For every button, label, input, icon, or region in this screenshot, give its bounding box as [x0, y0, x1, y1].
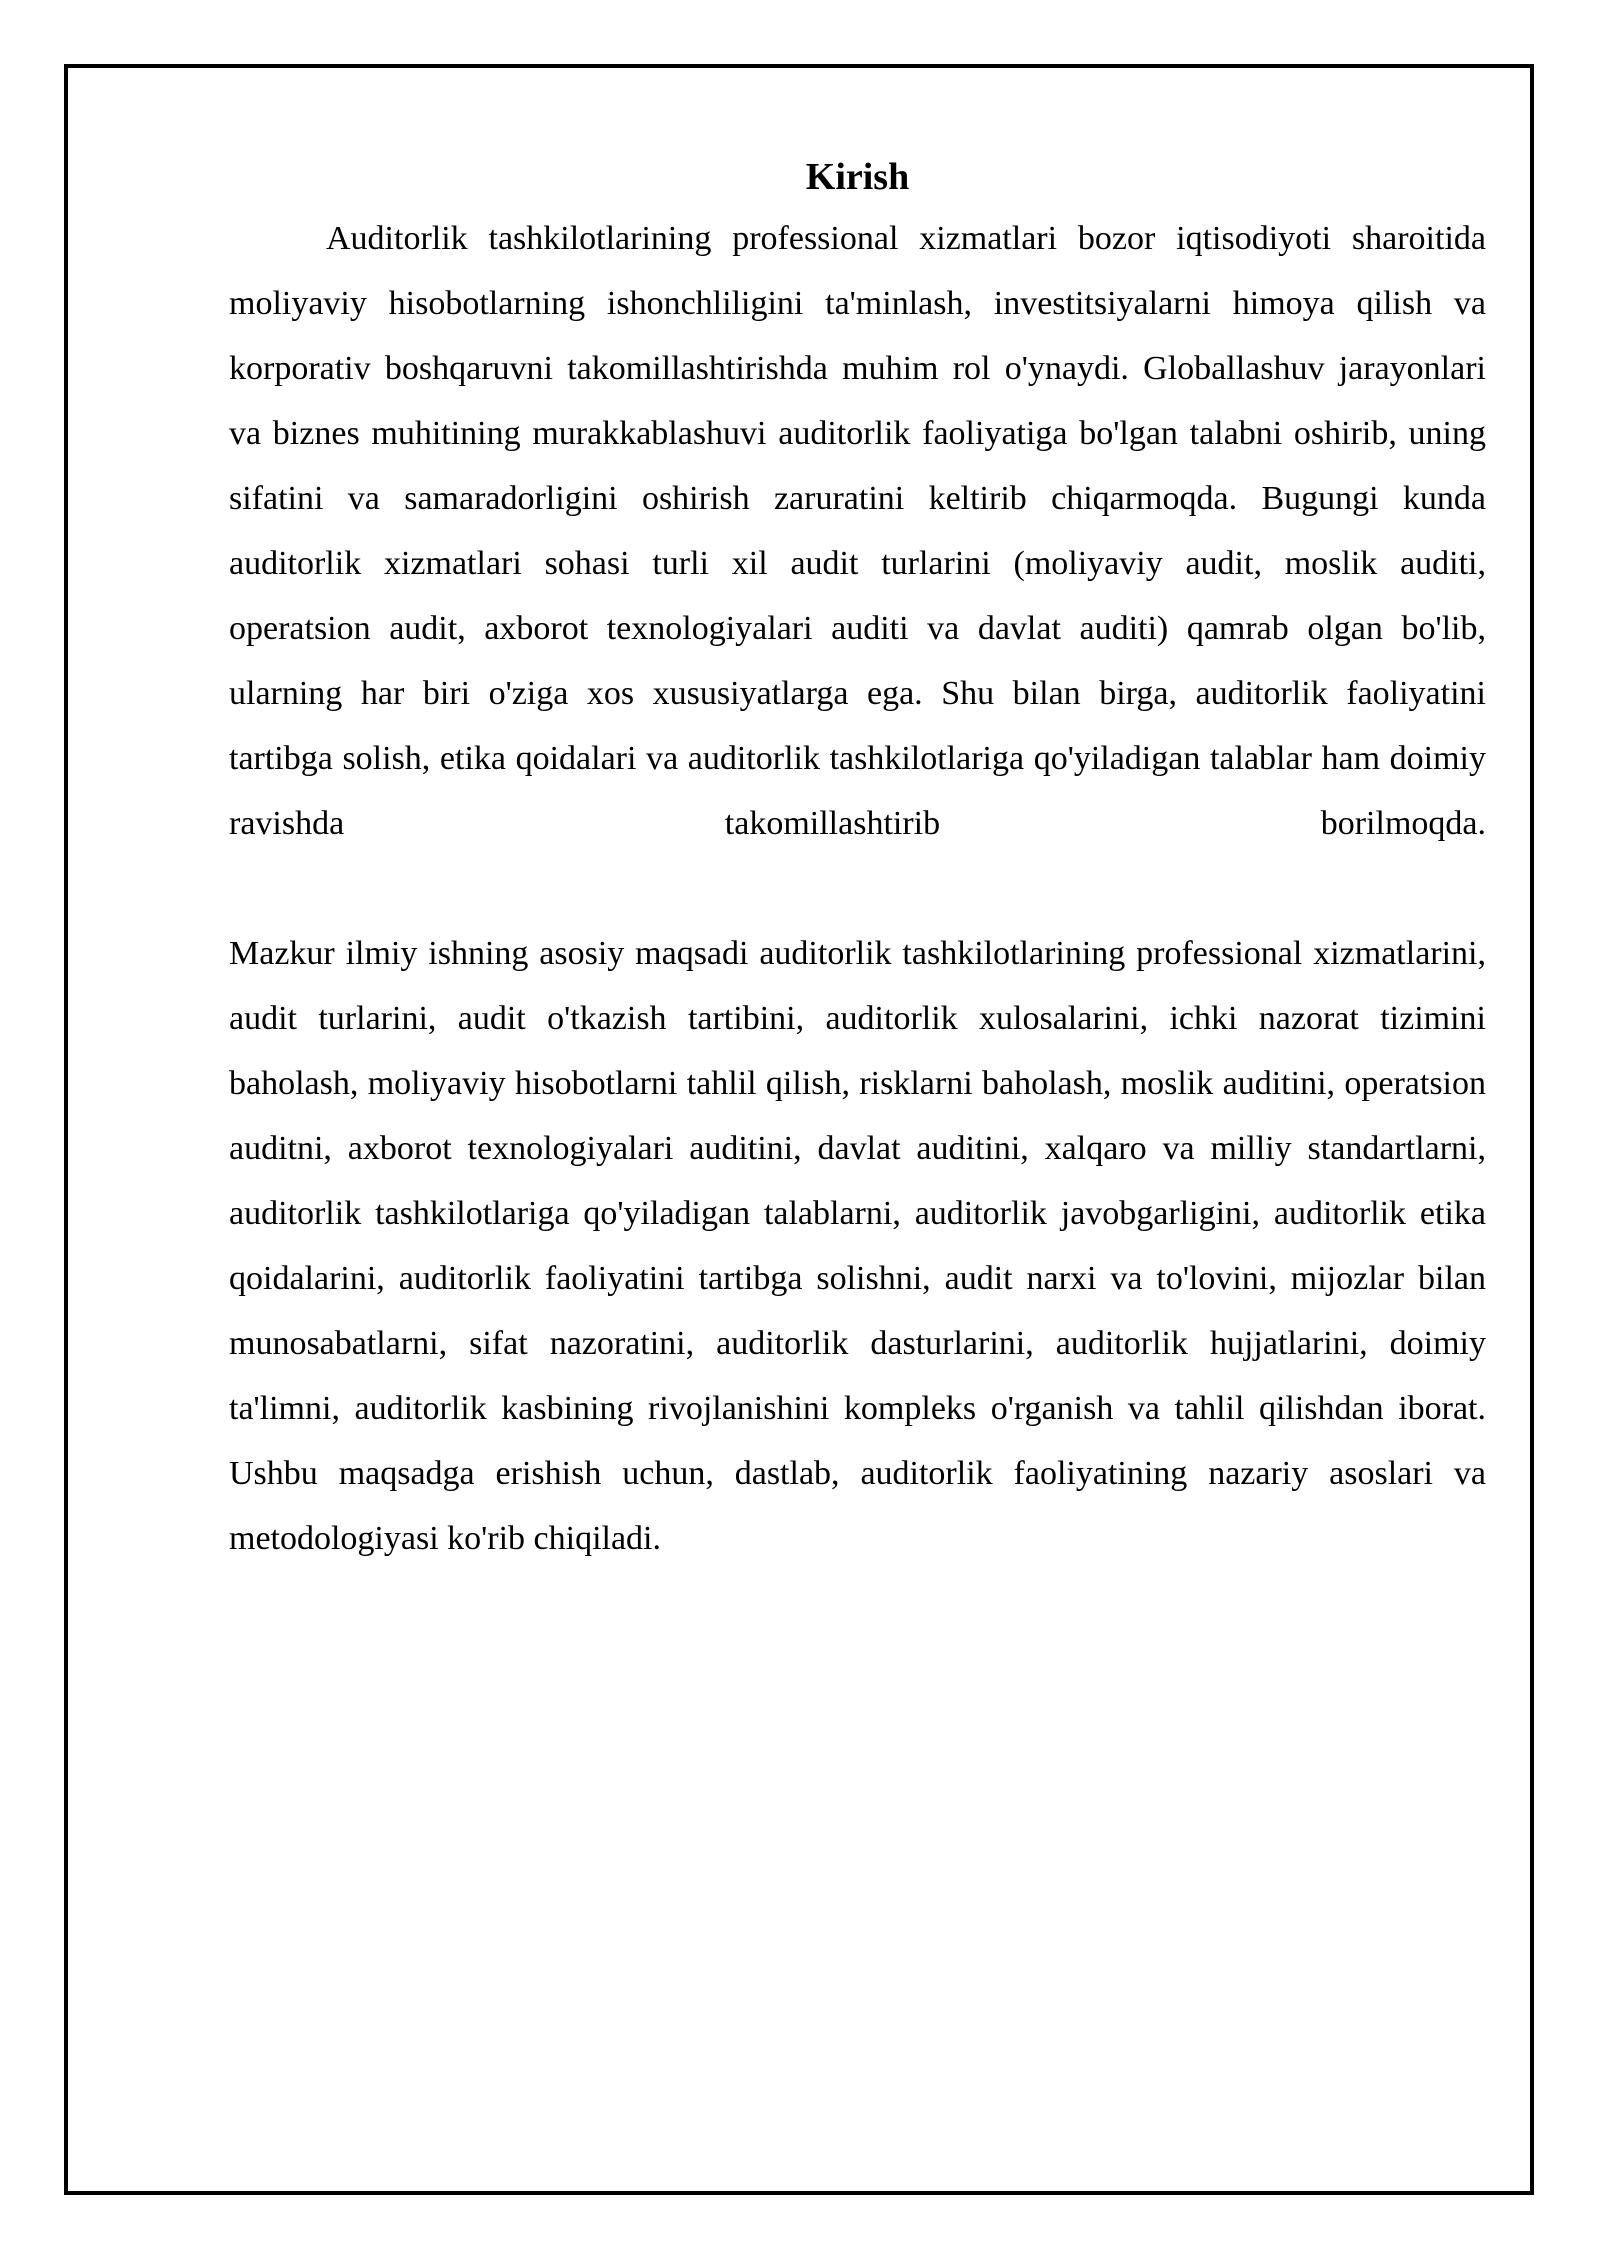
document-body [229, 148, 1486, 1571]
document-title: Kirish [805, 156, 910, 198]
paragraph-spacer [229, 856, 1486, 921]
intro-paragraph: Auditorlik tashkilotlarining professional xizmatlari bozor iqtisodiyoti sharoitida moliyaviy hisobotlarning ishonchliligini ta'minlash, investitsiyalarni himoya qilish va korporativ boshqaruvni takomillashtirishda muhim rol o'ynaydi. Globallashuv jarayonlari va biznes muhitining murakkablashuvi auditorlik faoliyatiga bo'lgan talabni oshirib, uning sifatini va samaradorligini oshirish zaruratini keltirib chiqarmoqda. Bugungi kunda auditorlik xizmatlari sohasi turli xil audit turlarini (moliyaviy audit, moslik auditi, operatsion audit, axborot texnologiyalari auditi va davlat auditi) qamrab olgan bo'lib, ularning har biri o'ziga xos xususiyatlarga ega. Shu bilan birga, auditorlik faoliyatini tartibga solish, etika qoidalari va auditorlik tashkilotlariga qo'yiladigan talablar ham doimiy ravishda takomillashtirib borilmoqda. [229, 220, 1486, 842]
aim-paragraph: Mazkur ilmiy ishning asosiy maqsadi auditorlik tashkilotlarining professional xizmatlarini, audit turlarini, audit o'tkazish tartibini, auditorlik xulosalarini, ichki nazorat tizimini baholash, moliyaviy hisobotlarni tahlil qilish, risklarni baholash, moslik auditini, operatsion auditni, axborot texnologiyalari auditini, davlat auditini, xalqaro va milliy standartlarni, auditorlik tashkilotlariga qo'yiladigan talablarni, auditorlik javobgarligini, auditorlik etika qoidalarini, auditorlik faoliyatini tartibga solishni, audit narxi va to'lovini, mijozlar bilan munosabatlarni, sifat nazoratini, auditorlik dasturlarini, auditorlik hujjatlarini, doimiy ta'limni, auditorlik kasbining rivojlanishini kompleks o'rganish va tahlil qilishdan iborat. Ushbu maqsadga erishish uchun, dastlab, auditorlik faoliyatining nazariy asoslari va metodologiyasi ko'rib chiqiladi. [229, 935, 1486, 1557]
